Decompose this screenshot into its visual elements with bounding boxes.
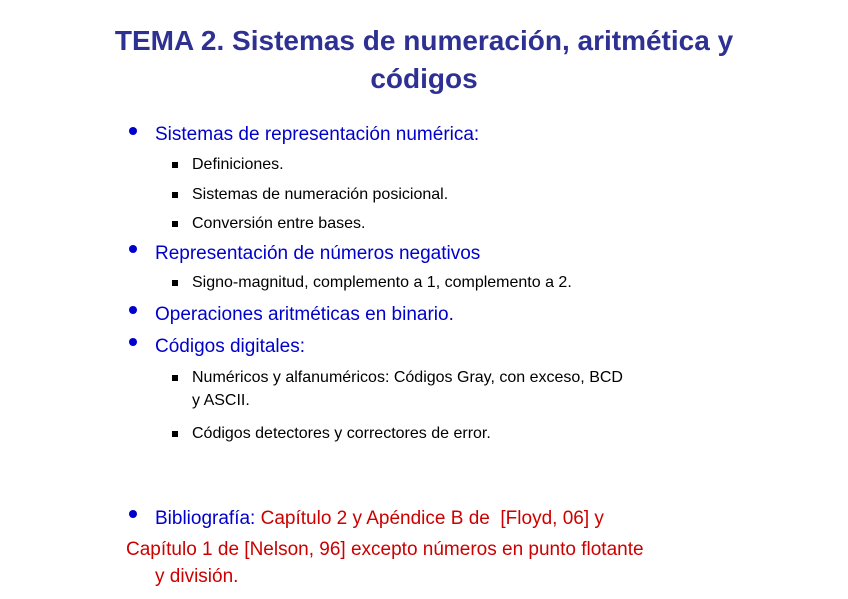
list-item-continuation: y ASCII.	[192, 392, 250, 409]
bullet-dot-icon	[129, 510, 137, 518]
square-bullet-icon	[172, 221, 178, 227]
list-item: Códigos detectores y correctores de error.	[192, 425, 491, 442]
slide-title	[60, 22, 788, 98]
section-heading: Representación de números negativos	[155, 243, 481, 264]
bibliography-line-3: y división.	[155, 566, 239, 587]
section-heading: Operaciones aritméticas en binario.	[155, 304, 454, 325]
square-bullet-icon	[172, 431, 178, 437]
bibliography-reference: Capítulo 2 y Apéndice B de [Floyd, 06] y	[255, 508, 604, 529]
square-bullet-icon	[172, 280, 178, 286]
bullet-dot-icon	[129, 338, 137, 346]
bullet-dot-icon	[129, 245, 137, 253]
list-item: Conversión entre bases.	[192, 215, 366, 232]
list-item: Numéricos y alfanuméricos: Códigos Gray, con exceso, BCD	[192, 369, 623, 386]
bullet-dot-icon	[129, 306, 137, 314]
bibliography-line-2: Capítulo 1 de [Nelson, 96] excepto números en punto flotante	[126, 539, 644, 560]
list-item: Sistemas de numeración posicional.	[192, 186, 449, 203]
title-line-1: TEMA 2. Sistemas de numeración, aritmética y	[114, 25, 734, 56]
square-bullet-icon	[172, 192, 178, 198]
bibliography-line-1	[155, 508, 604, 530]
title-line-2: códigos	[370, 63, 478, 94]
list-item: Signo-magnitud, complemento a 1, complemento a 2.	[192, 274, 572, 291]
section-heading: Sistemas de representación numérica:	[155, 124, 480, 145]
section-heading: Códigos digitales:	[155, 336, 305, 357]
bullet-dot-icon	[129, 127, 137, 135]
list-item: Definiciones.	[192, 156, 284, 173]
square-bullet-icon	[172, 162, 178, 168]
bibliography-label: Bibliografía:	[155, 508, 256, 529]
square-bullet-icon	[172, 375, 178, 381]
